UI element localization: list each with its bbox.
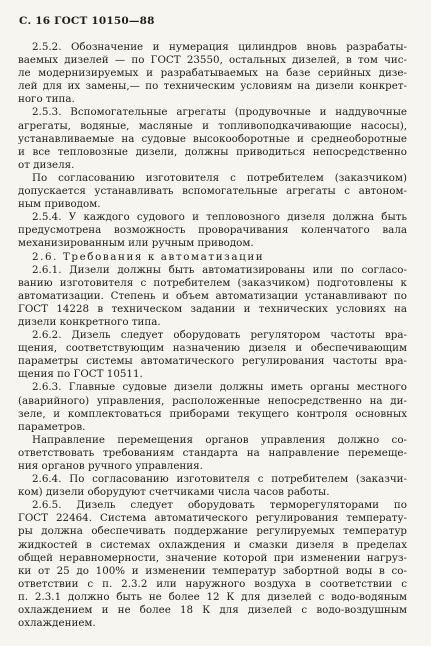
- text-line: лей для их замены,— по техническим условиям на дизели конкрет-: [18, 80, 407, 93]
- text-line: (аварийного) управления, расположенные непосредственно на ди-: [18, 394, 407, 407]
- text-line: ГОСТ 14228 в техническом задании и технических условиях на: [18, 302, 407, 315]
- text-line: ком) дизели оборудуют счетчиками числа часов работы.: [18, 486, 330, 499]
- text-line: механизированным или ручным приводом.: [18, 237, 254, 250]
- text-line: дизели конкретного типа.: [18, 315, 161, 328]
- text-line: ры должна обеспечивать поддержание регулируемых температур: [18, 525, 407, 538]
- text-line: 2.5.2. Обозначение и нумерация цилиндров вновь разрабаты-: [32, 41, 407, 53]
- text-line: 2.6.5. Дизель следует оборудовать терморегуляторами по: [32, 499, 407, 512]
- text-line: 2.5.4. У каждого судового и тепловозного дизеля должна быть: [32, 211, 407, 224]
- text-line: допускается устанавливать вспомогательные агрегаты с автоном-: [18, 185, 407, 198]
- text-line: ваемых дизелей — по ГОСТ 23550, остальных дизелей, в том чис-: [18, 54, 407, 67]
- text-line: охлаждением.: [18, 617, 96, 630]
- body-text: [18, 41, 407, 630]
- text-line: 2.6.4. По согласованию изготовителя с потребителем (заказчи-: [32, 473, 407, 486]
- text-line: автоматизации. Степень и объем автоматизации устанавливают по: [18, 289, 407, 302]
- text-line: ния органов ручного управления.: [18, 460, 203, 472]
- text-line: щения по ГОСТ 10511.: [18, 368, 143, 381]
- text-line: щения, соответствующим назначению дизеля и обеспечивающим: [18, 342, 407, 355]
- text-line: Направление перемещения органов управления должно со-: [32, 433, 407, 446]
- text-line: жидкостей в системах охлаждения и смазки дизеля в пределах: [18, 538, 407, 551]
- text-line: ле модернизируемых и разрабатываемых на базе серийных дизе-: [18, 67, 407, 80]
- text-line: и все тепловозные дизели, должны приводиться непосредственно: [18, 145, 407, 158]
- section-heading: 2.6. Требования к автоматизации: [32, 250, 265, 263]
- text-line: 2.6.1. Дизели должны быть автоматизированы или по согласо-: [32, 263, 407, 276]
- text-line: 2.6.3. Главные судовые дизели должны иметь органы местного: [32, 381, 407, 394]
- page-header: С. 16 ГОСТ 10150—88: [19, 15, 155, 27]
- text-line: от дизеля.: [18, 158, 75, 171]
- text-line: 2.5.3. Вспомогательные агрегаты (продувочные и наддувочные: [32, 106, 407, 119]
- text-line: 2.6.2. Дизель следует оборудовать регулятором частоты вра-: [32, 329, 407, 342]
- text-line: ответствовать требованиям стандарта на направление перемеще-: [18, 446, 407, 459]
- text-line: общей неравномерности, значение которой при изменении нагруз-: [18, 551, 407, 564]
- text-line: агрегаты, водяные, масляные и топливоподкачивающие насосы),: [18, 119, 407, 132]
- text-line: ГОСТ 22464. Система автоматического регулирования температу-: [18, 512, 407, 525]
- text-line: ки от 25 до 100% и изменении температур забортной воды в со-: [18, 564, 407, 577]
- text-line: параметров.: [18, 420, 86, 433]
- text-line: ным приводом.: [18, 198, 101, 211]
- text-line: ванию изготовителя с потребителем (заказчиком) подготовлены к: [18, 276, 407, 289]
- text-line: ного типа.: [18, 93, 75, 106]
- text-line: ответствии с п. 2.3.2 или наружного воздуха в соответствии с: [18, 577, 407, 590]
- text-line: предусмотрена возможность проворачивания коленчатого вала: [18, 224, 407, 237]
- text-line: охлаждением и не более 18 К для дизелей с водо-воздушным: [18, 604, 407, 617]
- text-line: устанавливаемые на судовые высокооборотные и среднеоборотные: [18, 132, 407, 145]
- text-line: По согласованию изготовителя с потребителем (заказчиком): [32, 171, 407, 184]
- text-line: параметры системы автоматического регулирования частоты вра-: [18, 355, 407, 368]
- text-line: зеле, и комплектоваться приборами текущего контроля основных: [18, 407, 407, 420]
- text-line: п. 2.3.1 должно быть не более 12 К для дизелей с водо-водяным: [18, 590, 407, 603]
